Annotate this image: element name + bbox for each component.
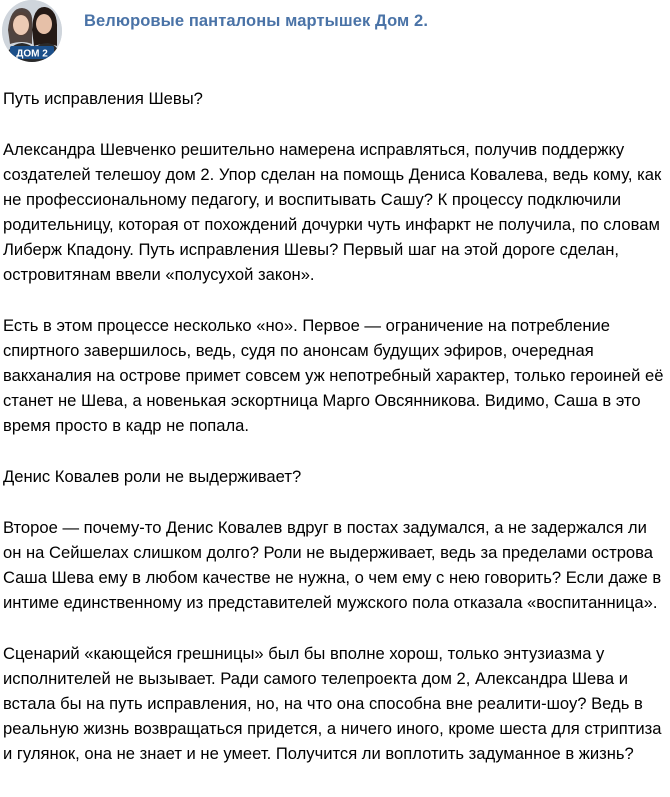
group-title-link[interactable]: Велюровые панталоны мартышек Дом 2. bbox=[84, 12, 429, 30]
paragraph-3: Второе — почему-то Денис Ковалев вдруг в постах задумался, а не задержался ли он на Сейшелах слишком долго? Роли не выдерживает, ведь за пределами острова Саша Шева ему в любом качестве не нужна, о чем ему с нею говорить? Если даже в интиме единственному из представителей мужского пола отказала «воспитанница». bbox=[3, 518, 662, 612]
group-avatar[interactable] bbox=[2, 0, 62, 62]
paragraph-2: Есть в этом процессе несколько «но». Первое — ограничение на потребление спиртного завершилось, ведь, судя по анонсам будущих эфиров, очередная вакханалия на острове примет совсем уж непотребный характер, только героиней её станет не Шева, а новенькая эскортница Марго Овсянникова. Видимо, Саша в это время просто в кадр не попала. bbox=[3, 316, 664, 435]
paragraph-4: Сценарий «кающейся грешницы» был бы вполне хорош, только энтузиазма у исполнителей не вызывает. Ради самого телепроекта дом 2, Александра Шева и встала бы на путь исправления, но, на что она способна вне реалити-шоу? Ведь в реальную жизнь возвращаться придется, а ничего иного, кроме шеста для стриптиза и гулянок, она не знает и не умеет. Получится ли воплотить задуманное в жизнь? bbox=[3, 644, 662, 763]
avatar-image bbox=[2, 0, 62, 62]
post-header bbox=[0, 0, 670, 64]
paragraph-subheading-2: Денис Ковалев роли не выдерживает? bbox=[3, 467, 302, 486]
avatar-logo-text: ДОМ 2 bbox=[16, 48, 48, 60]
paragraph-subheading-1: Путь исправления Шевы? bbox=[3, 89, 203, 108]
paragraph-1: Александра Шевченко решительно намерена исправляться, получив поддержку создателей телешоу дом 2. Упор сделан на помощь Дениса Ковалева, ведь кому, как не профессиональному педагогу, и воспитывать Сашу? К процессу подключили родительницу, которая от похождений дочурки чуть инфаркт не получила, по словам Либерж Кпадону. Путь исправления Шевы? Первый шаг на этой дороге сделан, островитянам ввели «полусухой закон». bbox=[3, 140, 662, 284]
article-body bbox=[3, 86, 667, 792]
